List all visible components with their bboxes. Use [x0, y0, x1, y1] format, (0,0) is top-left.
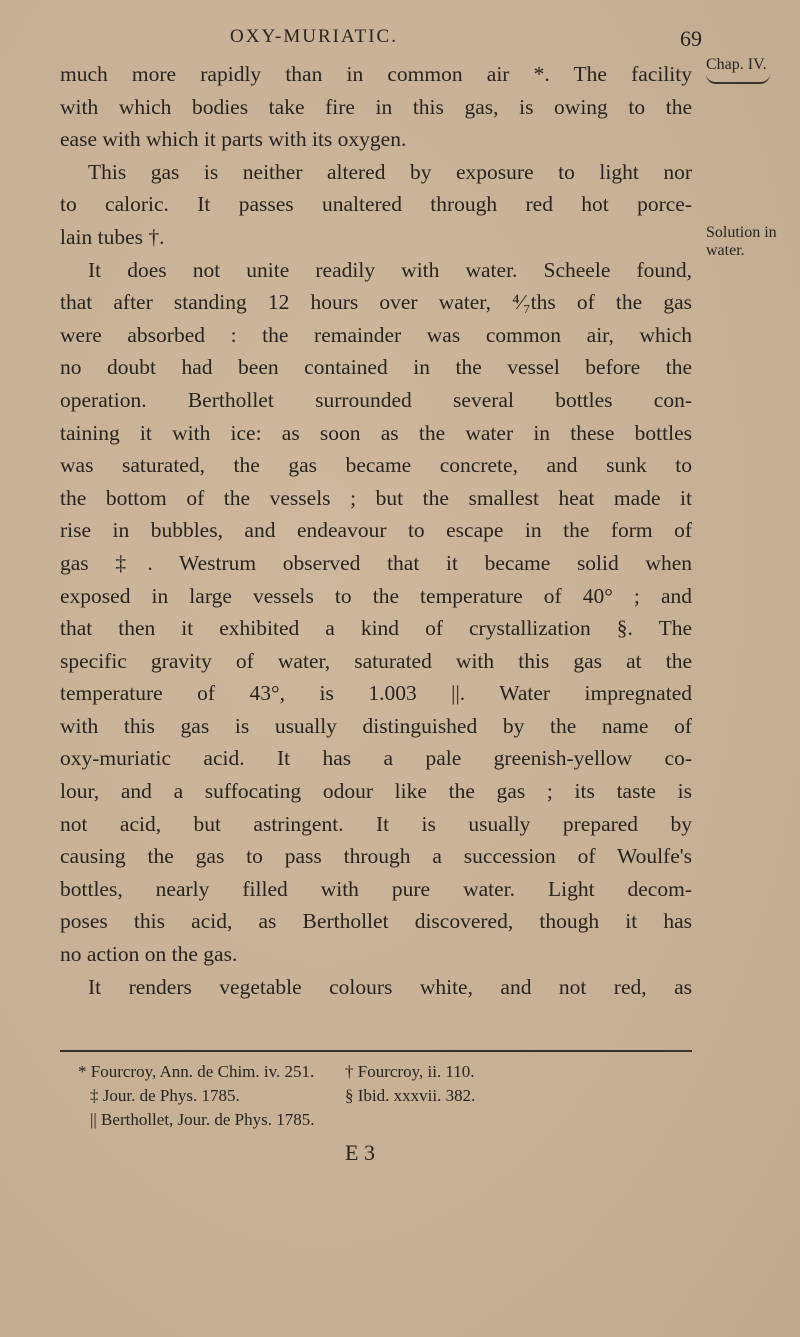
text-line: bottles, nearly filled with pure water. Light decom- — [60, 876, 692, 901]
footnote: ‡ Jour. de Phys. 1785. — [90, 1086, 240, 1105]
text-line: oxy-muriatic acid. It has a pale greenish-yellow co- — [60, 746, 692, 771]
text-line: ease with which it parts with its oxygen. — [60, 127, 407, 152]
text-line: taining it with ice: as soon as the water in these bottles — [60, 420, 692, 445]
text-line: poses this acid, as Berthollet discovered, though it has — [60, 909, 692, 934]
margin-note-solution: Solution in water. — [706, 224, 777, 259]
text-line: specific gravity of water, saturated with this gas at the — [60, 648, 692, 673]
footnote-rule — [60, 1050, 692, 1052]
text-line: exposed in large vessels to the temperature of 40° ; and — [60, 583, 692, 608]
footnote: § Ibid. xxxvii. 382. — [345, 1086, 476, 1105]
margin-note-chapter — [706, 56, 770, 84]
text-line: with which bodies take fire in this gas, is owing to the — [60, 94, 692, 119]
text-line: rise in bubbles, and endeavour to escape in the form of — [60, 518, 692, 543]
text-line: lain tubes †. — [60, 224, 165, 249]
text-line: the bottom of the vessels ; but the smallest heat made it — [60, 485, 692, 510]
text-line: It renders vegetable colours white, and not red, as — [88, 974, 692, 999]
brace-icon — [706, 74, 770, 84]
text-line: operation. Berthollet surrounded several bottles con- — [60, 387, 692, 412]
text-line: not acid, but astringent. It is usually prepared by — [60, 811, 692, 836]
footnote: || Berthollet, Jour. de Phys. 1785. — [90, 1110, 315, 1129]
footnote: * Fourcroy, Ann. de Chim. iv. 251. — [78, 1062, 315, 1081]
text-line: were absorbed : the remainder was common air, which — [60, 322, 692, 347]
text-line: was saturated, the gas became concrete, and sunk to — [60, 453, 692, 478]
text-line: gas ‡. Westrum observed that it became solid when — [60, 550, 692, 575]
running-title: OXY-MURIATIC. — [230, 26, 398, 47]
page-header — [0, 26, 800, 56]
text-line: that then it exhibited a kind of crystallization §. The — [60, 616, 692, 641]
text-line: It does not unite readily with water. Scheele found, — [88, 257, 692, 282]
text-line: to caloric. It passes unaltered through red hot porce- — [60, 192, 692, 217]
text-line: no action on the gas. — [60, 942, 238, 967]
footnote: † Fourcroy, ii. 110. — [345, 1062, 475, 1081]
signature-mark: E 3 — [345, 1140, 375, 1165]
text-line: that after standing 12 hours over water, ⁴⁄₇ths of the gas — [60, 290, 692, 315]
text-line: lour, and a suffocating odour like the gas ; its taste is — [60, 779, 692, 804]
page-number: 69 — [680, 26, 702, 51]
text-line: temperature of 43°, is 1.003 ||. Water impregnated — [60, 681, 692, 706]
text-line: much more rapidly than in common air *. The facility — [60, 62, 692, 86]
text-line: no doubt had been contained in the vessel before the — [60, 355, 692, 380]
margin-note-text: Chap. IV. — [706, 56, 767, 73]
body-text — [60, 58, 692, 1003]
text-line: causing the gas to pass through a succession of Woulfe's — [60, 844, 692, 869]
text-line: with this gas is usually distinguished by the name of — [60, 713, 692, 738]
text-line: This gas is neither altered by exposure to light nor — [88, 159, 692, 184]
